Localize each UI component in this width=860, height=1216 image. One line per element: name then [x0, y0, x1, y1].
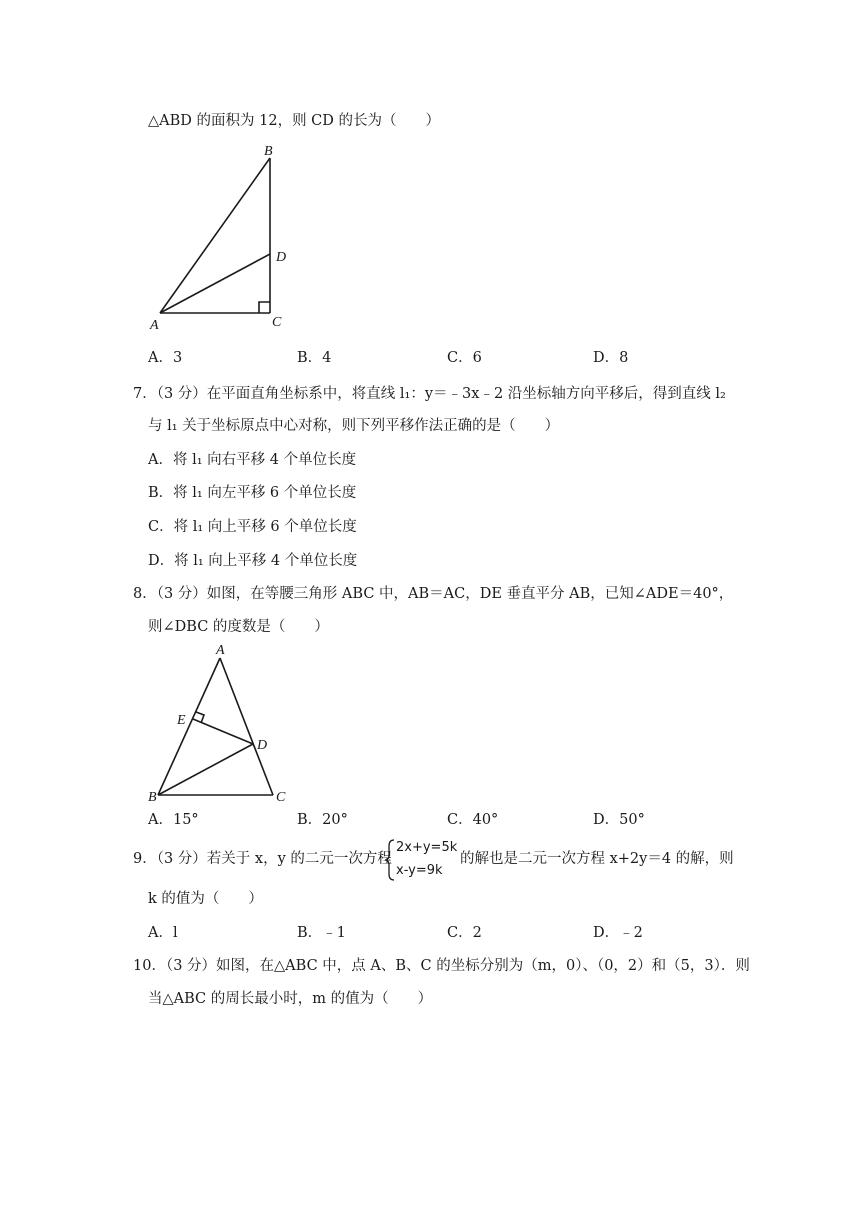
- q6-label-d: D: [276, 250, 287, 265]
- q7-option-b[interactable]: B．将 l₁ 向左平移 6 个单位长度: [148, 485, 357, 501]
- q6-option-d[interactable]: D．8: [593, 350, 629, 366]
- q6-right-angle-mark: [259, 302, 270, 313]
- q7-stem-line2: 与 l₁ 关于坐标原点中心对称，则下列平移作法正确的是（ ）: [148, 418, 560, 434]
- q9-option-d[interactable]: D．﹣2: [593, 925, 643, 941]
- q6-figure: [140, 140, 300, 335]
- q9-stem-prefix: 9．（3 分）若关于 x，y 的二元一次方程: [133, 851, 392, 867]
- q7-stem-line1: 7．（3 分）在平面直角坐标系中，将直线 l₁：y＝﹣3x﹣2 沿坐标轴方向平移后，得到直线 l₂: [133, 386, 726, 402]
- q9-system-brace: [384, 838, 396, 882]
- q6-label-b: B: [264, 144, 273, 159]
- q7-option-a[interactable]: A．将 l₁ 向右平移 4 个单位长度: [148, 452, 357, 468]
- q8-label-b: B: [148, 790, 157, 805]
- q8-figure: [140, 640, 300, 810]
- q10-stem-line1: 10．（3 分）如图，在△ABC 中，点 A、B、C 的坐标分别为（m，0）、（0，2）和（5，3）．则: [133, 958, 750, 974]
- q8-segment-ac: [220, 658, 273, 795]
- q6-label-a: A: [150, 318, 159, 333]
- q8-stem-line1: 8．（3 分）如图，在等腰三角形 ABC 中，AB＝AC，DE 垂直平分 AB，已知∠ADE＝40°，: [133, 586, 734, 602]
- q8-label-a: A: [216, 643, 225, 658]
- q7-option-c[interactable]: C．将 l₁ 向上平移 6 个单位长度: [148, 519, 357, 535]
- q8-option-d[interactable]: D．50°: [593, 812, 645, 828]
- q8-stem-line2: 则∠DBC 的度数是（ ）: [148, 619, 329, 635]
- q9-option-c[interactable]: C．2: [447, 925, 482, 941]
- q8-option-b[interactable]: B．20°: [297, 812, 348, 828]
- q6-label-c: C: [272, 315, 282, 330]
- q9-equation-2: x-y=9k: [396, 863, 443, 878]
- q10-stem-line2: 当△ABC 的周长最小时，m 的值为（ ）: [148, 991, 433, 1007]
- q6-segment-ab: [160, 158, 270, 313]
- q9-stem-suffix: 的解也是二元一次方程 x+2y＝4 的解，则: [460, 851, 734, 867]
- q6-option-b[interactable]: B．4: [297, 350, 332, 366]
- q9-option-b[interactable]: B．﹣1: [297, 925, 346, 941]
- q6-stem-tail: △ABD 的面积为 12，则 CD 的长为（ ）: [148, 113, 441, 129]
- q6-segment-ad: [160, 254, 270, 313]
- q8-option-a[interactable]: A．15°: [148, 812, 199, 828]
- q7-option-d[interactable]: D．将 l₁ 向上平移 4 个单位长度: [148, 553, 358, 569]
- q6-option-a[interactable]: A．3: [148, 350, 183, 366]
- q8-segment-bd: [158, 744, 253, 795]
- q9-option-a[interactable]: A．l: [148, 925, 178, 941]
- q8-label-d: D: [257, 738, 268, 753]
- q8-segment-ed: [193, 719, 253, 744]
- q9-stem-line2: k 的值为（ ）: [148, 891, 263, 907]
- q6-option-c[interactable]: C．6: [447, 350, 482, 366]
- q8-label-e: E: [177, 713, 186, 728]
- q8-option-c[interactable]: C．40°: [447, 812, 499, 828]
- q9-equation-1: 2x+y=5k: [396, 840, 458, 855]
- q8-label-c: C: [276, 790, 286, 805]
